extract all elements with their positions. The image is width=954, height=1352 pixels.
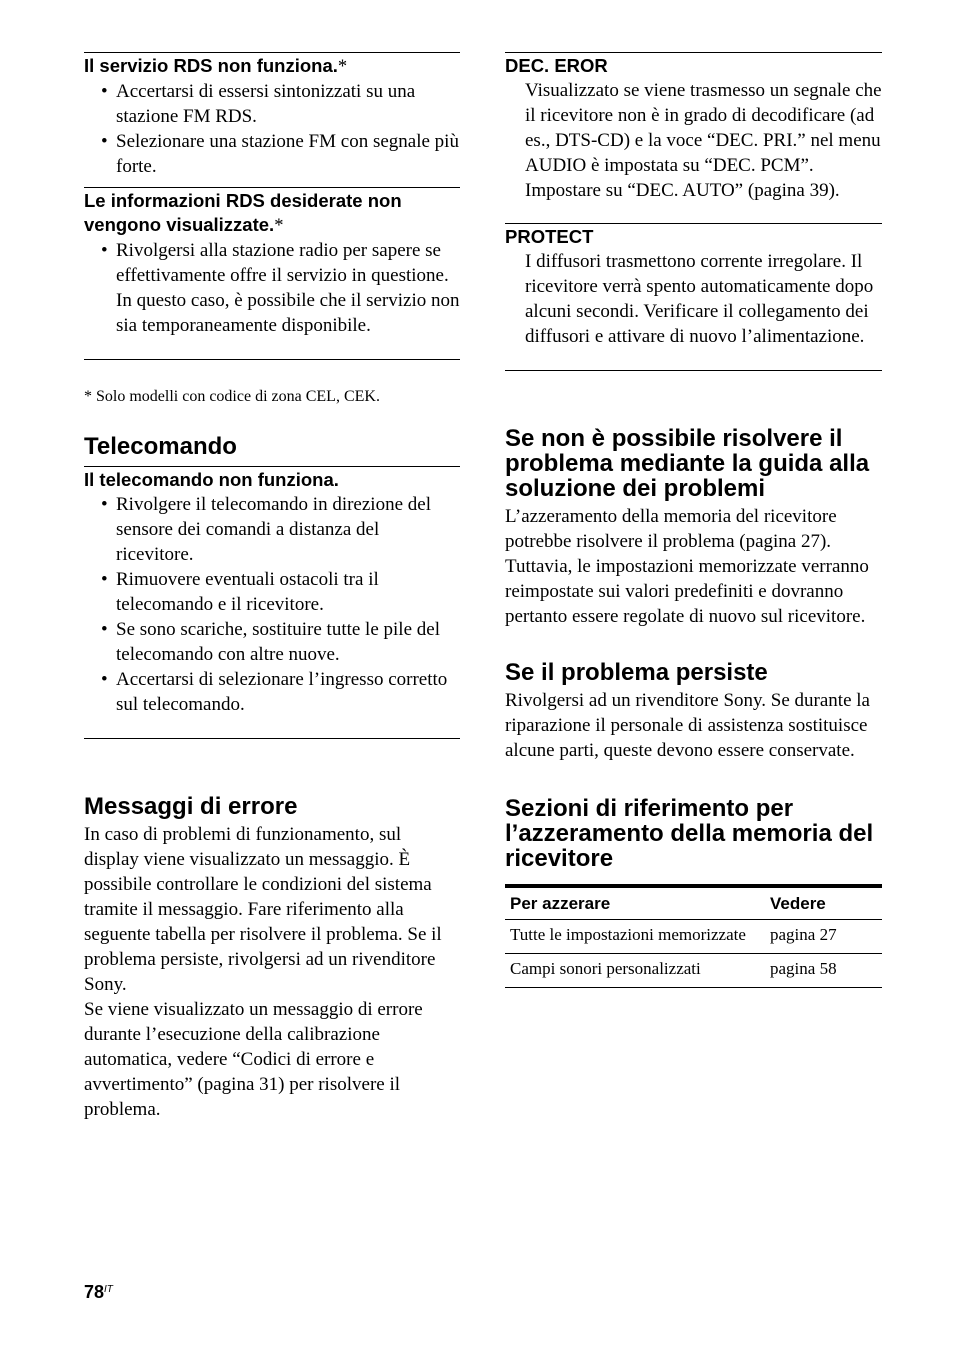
footnote: * Solo modelli con codice di zona CEL, CEK. <box>84 388 380 405</box>
list-item: • Selezionare una stazione FM con segnale più forte. <box>101 131 459 177</box>
se-non-text: L’azzeramento della memoria del ricevitore potrebbe risolvere il problema (pagina 27). Tuttavia, le impostazioni memorizzate verranno reimpostate sui valori predefiniti e dovranno pertanto essere regolate di nuovo sul ricevitore. <box>505 506 869 627</box>
table-cell: Tutte le impostazioni memorizzate <box>505 920 765 954</box>
section-rule <box>505 52 882 53</box>
list-item: • Accertarsi di essersi sintonizzati su una stazione FM RDS. <box>101 81 416 127</box>
right-column <box>505 52 882 988</box>
column-header: Vedere <box>765 886 882 920</box>
telecomando-heading: Il telecomando non funziona. <box>84 469 339 490</box>
table-row <box>505 954 882 988</box>
section-rule <box>505 370 882 371</box>
list-item: • Rimuovere eventuali ostacoli tra il telecomando e il ricevitore. <box>101 569 379 615</box>
reference-table <box>505 884 882 988</box>
table-cell: Campi sonori personalizzati <box>505 954 765 988</box>
rds-not-working-list <box>84 79 460 179</box>
messaggi-paragraph-1: In caso di problemi di funzionamento, sul display viene visualizzato un messaggio. È possibile controllare le condizioni del sistema tramite il messaggio. Fare riferimento alla seguente tabella per risolvere il problema. Se il problema persiste, rivolgersi ad un rivenditore Sony. <box>84 824 442 995</box>
list-item: • Se sono scariche, sostituire tutte le pile del telecomando con altre nuove. <box>101 619 440 665</box>
list-item: • Accertarsi di selezionare l’ingresso corretto sul telecomando. <box>101 669 448 715</box>
messaggi-paragraph-2: Se viene visualizzato un messaggio di errore durante l’esecuzione della calibrazione automatica, vedere “Codici di errore e avvertimento” (pagina 31) per risolvere il problema. <box>84 999 423 1120</box>
section-rule <box>84 187 460 188</box>
rds-info-heading: Le informazioni RDS desiderate non vengono visualizzate.* <box>84 190 402 236</box>
sezioni-title: Sezioni di riferimento per l’azzeramento della memoria del ricevitore <box>505 795 874 872</box>
rds-not-working-heading: Il servizio RDS non funziona.* <box>84 55 348 77</box>
page-number: $78^{IT}$ <box>84 1282 113 1302</box>
table-cell: pagina 58 <box>765 954 882 988</box>
dec-eror-text: Visualizzato se viene trasmesso un segnale che il ricevitore non è in grado di decodificare (ad es., DTS-CD) e la voce “DEC. PRI.” nel menu AUDIO è impostata su “DEC. PCM”. Impostare su “DEC. AUTO” (pagina 39). <box>525 80 882 201</box>
protect-text: I diffusori trasmettono corrente irregolare. Il ricevitore verrà spento automaticamente dopo alcuni secondi. Verificare il collegamento dei diffusori e attivare di nuovo l’alimentazione. <box>525 251 874 347</box>
list-item: • Rivolgersi alla stazione radio per sapere se effettivamente offre il servizio in questione. In questo caso, è possibile che il servizio non sia temporaneamente disponibile. <box>101 240 460 336</box>
table-header-row <box>505 886 882 920</box>
section-rule <box>84 52 460 53</box>
section-rule <box>505 223 882 224</box>
protect-heading: PROTECT <box>505 226 594 247</box>
section-rule <box>84 466 460 467</box>
rds-info-list <box>84 238 460 338</box>
telecomando-title: Telecomando <box>84 433 237 460</box>
table-cell: pagina 27 <box>765 920 882 954</box>
section-rule <box>84 738 460 739</box>
dec-eror-heading: DEC. EROR <box>505 55 608 76</box>
persiste-title: Se il problema persiste <box>505 659 768 686</box>
messaggi-title: Messaggi di errore <box>84 793 298 820</box>
column-header: Per azzerare <box>505 886 765 920</box>
persiste-text: Rivolgersi ad un rivenditore Sony. Se durante la riparazione il personale di assistenza sostituisce alcune parti, queste devono essere conservate. <box>505 690 870 761</box>
list-item: • Rivolgere il telecomando in direzione del sensore dei comandi a distanza del ricevitore. <box>101 494 431 565</box>
table-row <box>505 920 882 954</box>
section-rule <box>84 359 460 360</box>
left-column <box>84 52 460 1122</box>
telecomando-list <box>84 492 460 717</box>
se-non-title: Se non è possibile risolvere il problema mediante la guida alla soluzione dei problemi <box>505 425 870 502</box>
